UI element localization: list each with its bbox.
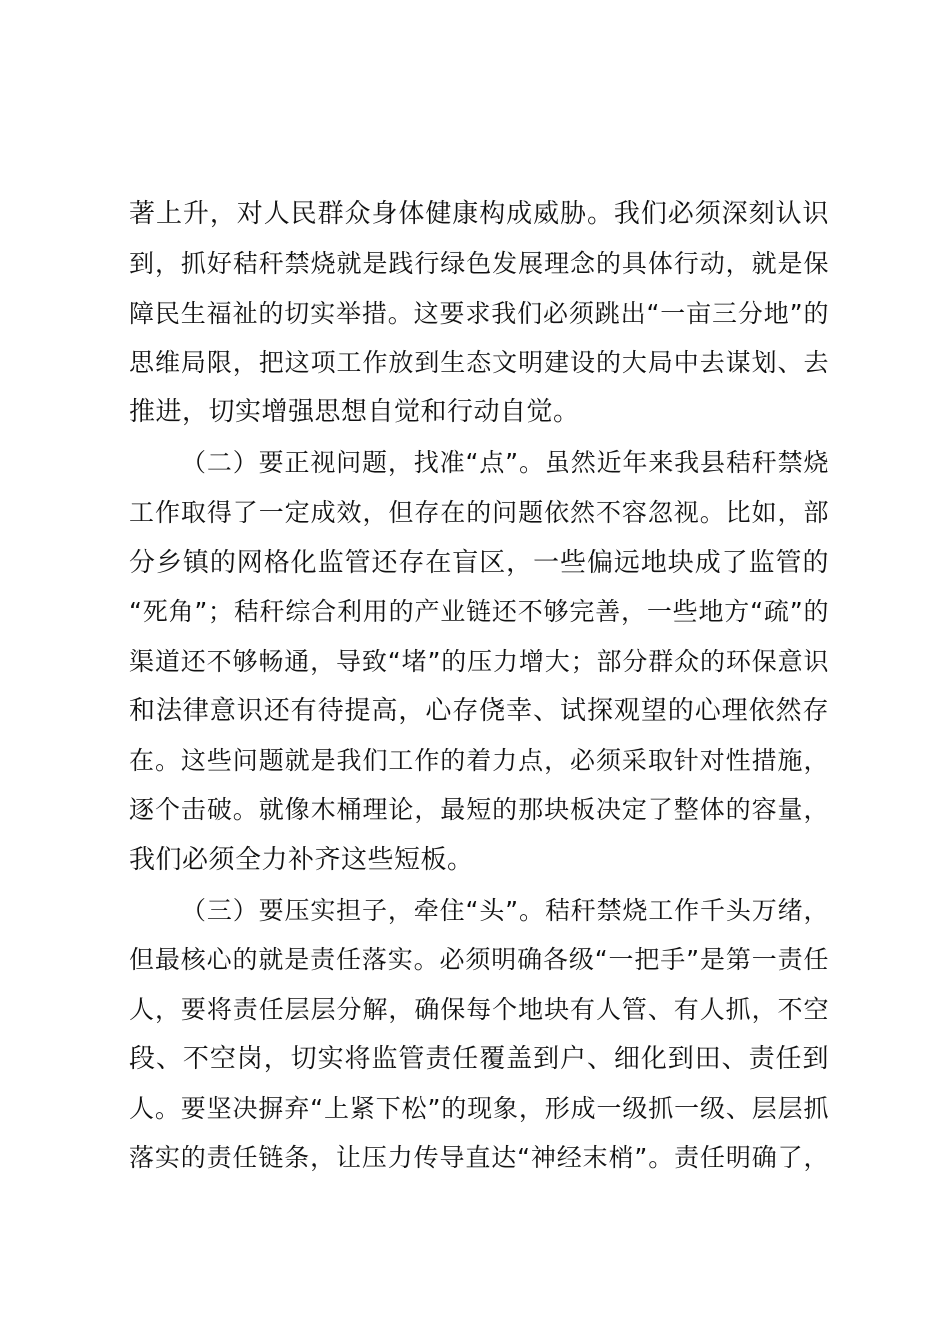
p2-line-8: 逐个击破。就像木桶理论，最短的那块板决定了整体的容量， — [129, 795, 829, 824]
p3-line-1: （三）要压实担子，牵住“头”。秸秆禁烧工作千头万绪， — [181, 896, 829, 925]
p1-line-2: 到，抓好秸秆禁烧就是践行绿色发展理念的具体行动，就是保 — [129, 249, 829, 278]
p1-line-1: 著上升，对人民群众身体健康构成威胁。我们必须深刻认识 — [129, 199, 829, 229]
p2-line-7: 在。这些问题就是我们工作的着力点，必须采取针对性措施， — [129, 746, 829, 775]
p3-line-5: 人。要坚决摒弃“上紧下松”的现象，形成一级抓一级、层层抓 — [129, 1094, 829, 1123]
p2-line-2: 工作取得了一定成效，但存在的问题依然不容忽视。比如，部 — [129, 498, 829, 527]
p2-line-4: “死角”；秸秆综合利用的产业链还不够完善，一些地方“疏”的 — [129, 597, 829, 626]
p3-line-4: 段、不空岗，切实将监管责任覆盖到户、细化到田、责任到 — [129, 1044, 829, 1074]
p3-line-6: 落实的责任链条，让压力传导直达“神经末梢”。责任明确了， — [129, 1143, 829, 1172]
p3-line-3: 人，要将责任层层分解，确保每个地块有人管、有人抓，不空 — [129, 995, 829, 1024]
p2-line-9: 我们必须全力补齐这些短板。 — [129, 845, 474, 875]
p1-line-4: 思维局限，把这项工作放到生态文明建设的大局中去谋划、去 — [129, 348, 829, 377]
p2-line-6: 和法律意识还有待提高，心存侥幸、试探观望的心理依然存 — [129, 696, 829, 726]
p2-line-5: 渠道还不够畅通，导致“堵”的压力增大；部分群众的环保意识 — [129, 647, 829, 676]
p1-line-5: 推进，切实增强思想自觉和行动自觉。 — [129, 397, 580, 427]
p2-line-3: 分乡镇的网格化监管还存在盲区，一些偏远地块成了监管的 — [129, 548, 829, 578]
p3-line-2: 但最核心的就是责任落实。必须明确各级“一把手”是第一责任 — [129, 945, 829, 974]
p2-line-1: （二）要正视问题，找准“点”。虽然近年来我县秸秆禁烧 — [181, 448, 829, 477]
p1-line-3: 障民生福祉的切实举措。这要求我们必须跳出“一亩三分地”的 — [129, 299, 829, 328]
